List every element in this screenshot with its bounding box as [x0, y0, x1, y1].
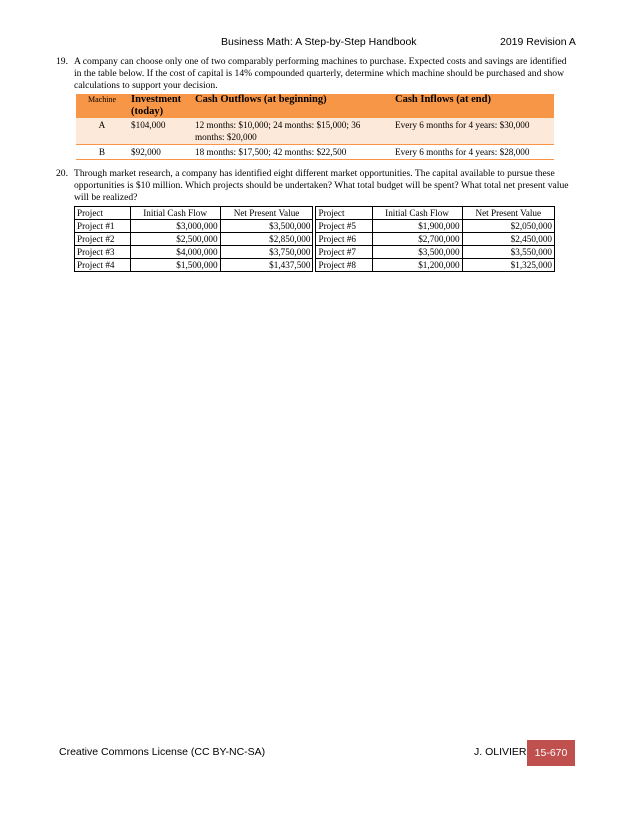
table-cell: $4,000,000: [130, 246, 220, 259]
table-cell: A: [76, 118, 128, 145]
column-header: Project: [314, 207, 372, 220]
column-header: Investment (today): [128, 94, 192, 118]
header-title: Business Math: A Step-by-Step Handbook: [221, 36, 417, 48]
question-text: A company can choose only one of two comparably performing machines to purchase. Expected costs and savings are identified in the table below. If the cost of capital is 14% compounded quarterly, determine which machine should be purchased and show calculations to support your decision.: [74, 56, 567, 91]
table-row: [75, 259, 555, 272]
table-row: [75, 246, 555, 259]
table-cell: $1,437,500: [220, 259, 314, 272]
table-cell: B: [76, 145, 128, 160]
question-number: 19.: [56, 56, 68, 67]
question-text: Through market research, a company has identified eight different market opportunities. The capital available to pursue these opportunities is $10 million. Which projects should be undertaken? What total budget will be spent? What total net present value will be realized?: [74, 168, 569, 203]
table-cell: $3,550,000: [462, 246, 554, 259]
table-cell: Project #5: [314, 220, 372, 233]
table-cell: $2,850,000: [220, 233, 314, 246]
table-cell: $3,500,000: [220, 220, 314, 233]
table-row: [75, 220, 555, 233]
table-cell: Project #7: [314, 246, 372, 259]
table-cell: $92,000: [128, 145, 192, 160]
table-cell: $2,700,000: [372, 233, 462, 246]
table-cell: $2,450,000: [462, 233, 554, 246]
table-cell: Every 6 months for 4 years: $30,000: [392, 118, 554, 145]
table-row: [76, 118, 554, 145]
table-row: [75, 233, 555, 246]
table-header-row: [76, 94, 554, 118]
table-cell: $1,200,000: [372, 259, 462, 272]
projects-table: [74, 206, 555, 272]
column-header: Net Present Value: [220, 207, 314, 220]
table-cell: Project #3: [75, 246, 131, 259]
header-revision: 2019 Revision A: [500, 36, 576, 48]
column-header: Machine: [76, 94, 128, 118]
page-number-badge: 15-670: [527, 740, 575, 766]
table-cell: $2,050,000: [462, 220, 554, 233]
column-header: Cash Outflows (at beginning): [192, 94, 392, 118]
page-footer: [0, 740, 630, 766]
table-cell: Project #4: [75, 259, 131, 272]
column-header: Net Present Value: [462, 207, 554, 220]
author-name: J. OLIVIER: [474, 746, 527, 758]
column-header: Initial Cash Flow: [130, 207, 220, 220]
table-cell: $1,325,000: [462, 259, 554, 272]
table-cell: $2,500,000: [130, 233, 220, 246]
table-cell: Project #8: [314, 259, 372, 272]
table-header-row: [75, 207, 555, 220]
table-row: [76, 145, 554, 160]
question-number: 20.: [56, 168, 68, 179]
column-header: Project: [75, 207, 131, 220]
machine-table: [76, 94, 554, 160]
table-cell: $1,500,000: [130, 259, 220, 272]
table-cell: Project #2: [75, 233, 131, 246]
license-text: Creative Commons License (CC BY-NC-SA): [59, 746, 266, 758]
table-cell: Every 6 months for 4 years: $28,000: [392, 145, 554, 160]
table-cell: Project #1: [75, 220, 131, 233]
table-cell: $3,000,000: [130, 220, 220, 233]
table-cell: $104,000: [128, 118, 192, 145]
column-header: Cash Inflows (at end): [392, 94, 554, 118]
column-header: Initial Cash Flow: [372, 207, 462, 220]
table-cell: Project #6: [314, 233, 372, 246]
table-cell: 12 months: $10,000; 24 months: $15,000; 36 months: $20,000: [192, 118, 392, 145]
table-cell: $3,500,000: [372, 246, 462, 259]
table-cell: 18 months: $17,500; 42 months: $22,500: [192, 145, 392, 160]
table-cell: $3,750,000: [220, 246, 314, 259]
table-cell: $1,900,000: [372, 220, 462, 233]
page-header: [0, 36, 630, 52]
